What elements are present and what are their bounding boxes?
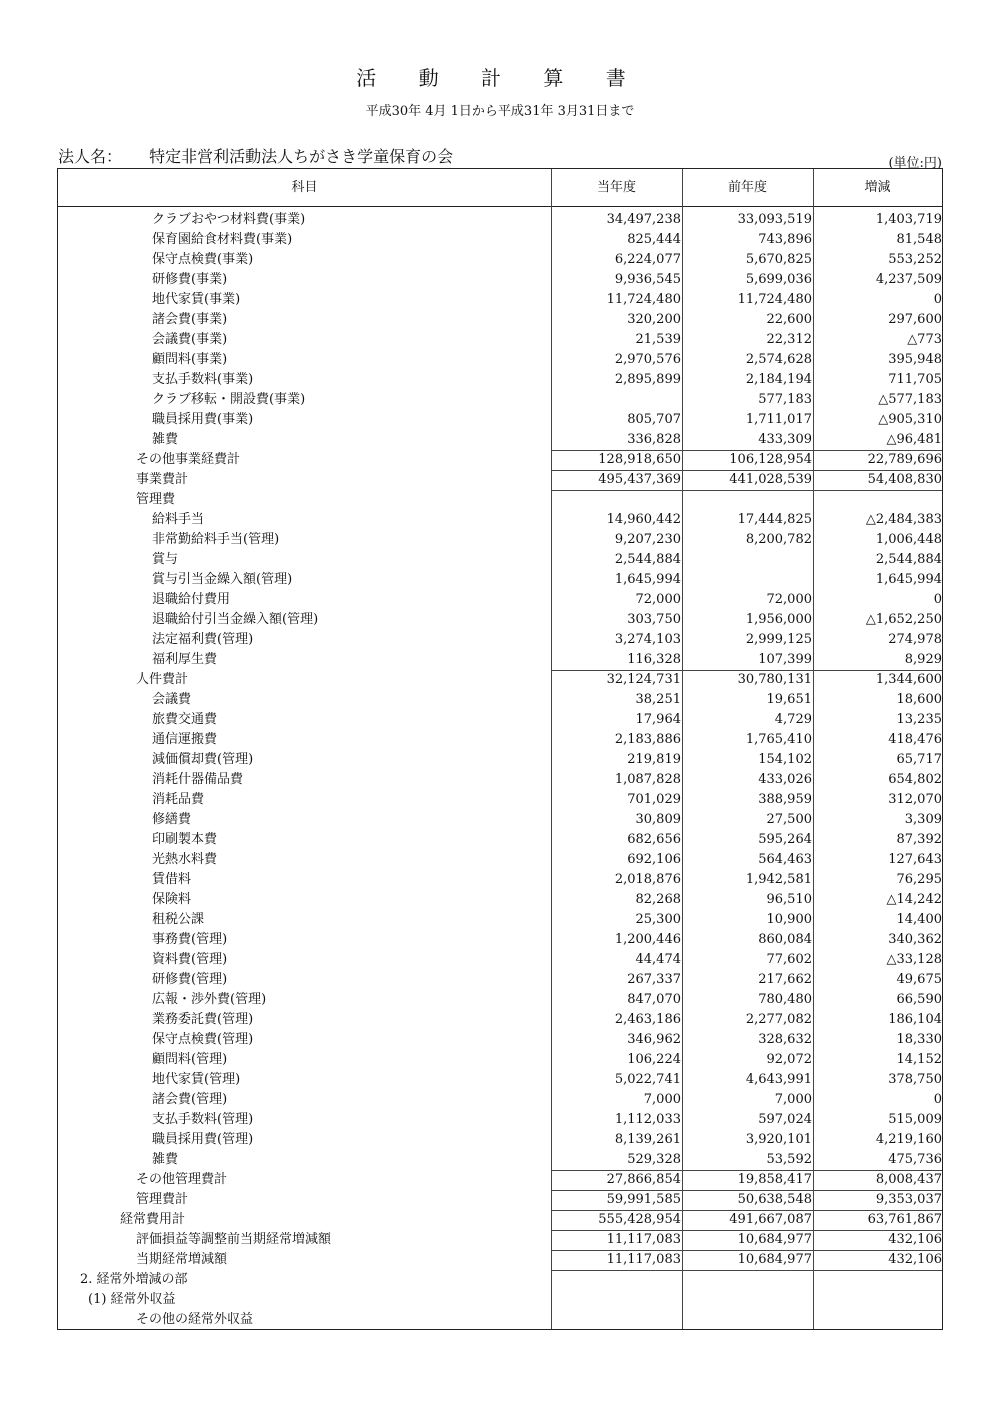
row-current-value: 1,087,828 [614, 772, 681, 787]
row-label: 福利厚生費 [152, 652, 218, 667]
row-label: 地代家賃(事業) [152, 292, 241, 307]
row-label: 管理費 [136, 492, 176, 507]
row-change-value: △1,652,250 [865, 612, 942, 627]
row-change-value: 81,548 [896, 232, 942, 247]
row-previous-value: 27,500 [766, 812, 812, 827]
row-previous-value: 50,638,548 [737, 1192, 812, 1207]
row-change-value: 9,353,037 [875, 1192, 942, 1207]
table-row [58, 290, 942, 310]
row-current-value: 336,828 [627, 432, 681, 447]
row-change-value: 1,344,600 [875, 672, 942, 687]
row-change-value: 186,104 [888, 1012, 942, 1027]
table-row [58, 250, 942, 270]
row-previous-value: 154,102 [758, 752, 812, 767]
row-previous-value: 1,956,000 [745, 612, 812, 627]
table-row [58, 650, 942, 670]
row-current-value: 5,022,741 [614, 1072, 681, 1087]
row-change-value: 127,643 [888, 852, 942, 867]
row-change-value: 18,330 [896, 1032, 942, 1047]
table-row [58, 450, 942, 470]
table-row [58, 970, 942, 990]
table-row [58, 1250, 942, 1270]
unit-note: (単位:円) [888, 156, 942, 171]
row-current-value: 267,337 [627, 972, 681, 987]
row-previous-value: 1,942,581 [745, 872, 812, 887]
row-current-value: 847,070 [627, 992, 681, 1007]
row-label: 光熱水料費 [152, 852, 218, 867]
row-current-value: 34,497,238 [606, 212, 681, 227]
row-change-value: 432,106 [888, 1232, 942, 1247]
row-label: 退職給付費用 [152, 592, 231, 607]
table-row [58, 1170, 942, 1190]
row-current-value: 9,936,545 [614, 272, 681, 287]
row-current-value: 32,124,731 [606, 672, 681, 687]
table-body [58, 210, 942, 1330]
row-change-value: 63,761,867 [867, 1212, 942, 1227]
table-header [58, 169, 942, 207]
table-row [58, 1190, 942, 1210]
row-current-value: 30,809 [635, 812, 681, 827]
row-change-value: 13,235 [896, 712, 942, 727]
row-previous-value: 2,999,125 [745, 632, 812, 647]
row-label: 賃借料 [152, 872, 192, 887]
row-label: 2. 経常外増減の部 [80, 1272, 188, 1287]
fiscal-period: 平成30年 4月 1日から平成31年 3月31日まで [365, 104, 635, 119]
row-change-value: 3,309 [904, 812, 942, 827]
row-label: 諸会費(管理) [152, 1092, 228, 1107]
row-current-value: 9,207,230 [614, 532, 681, 547]
document-title: 活 動 計 算 書 [356, 66, 644, 90]
table-row [58, 430, 942, 450]
row-previous-value: 33,093,519 [737, 212, 812, 227]
row-current-value: 17,964 [635, 712, 681, 727]
row-current-value: 555,428,954 [598, 1212, 681, 1227]
row-change-value: 14,152 [896, 1052, 942, 1067]
table-row [58, 930, 942, 950]
table-row [58, 750, 942, 770]
row-change-value: 312,070 [888, 792, 942, 807]
table-row [58, 1050, 942, 1070]
row-current-value: 106,224 [627, 1052, 681, 1067]
row-current-value: 529,328 [627, 1152, 681, 1167]
row-change-value: △905,310 [878, 412, 942, 427]
row-previous-value: 1,765,410 [745, 732, 812, 747]
row-current-value: 1,645,994 [614, 572, 681, 587]
row-current-value: 128,918,650 [598, 452, 681, 467]
table-row [58, 630, 942, 650]
row-change-value: △773 [907, 332, 942, 347]
table-row [58, 710, 942, 730]
row-current-value: 2,544,884 [614, 552, 681, 567]
row-label: 減価償却費(管理) [152, 752, 254, 767]
row-change-value: 515,009 [888, 1112, 942, 1127]
row-current-value: 825,444 [627, 232, 681, 247]
row-current-value: 2,895,899 [614, 372, 681, 387]
row-previous-value: 19,651 [766, 692, 812, 707]
row-label: 人件費計 [136, 672, 189, 687]
table-row [58, 1130, 942, 1150]
table-row [58, 770, 942, 790]
row-current-value: 219,819 [627, 752, 681, 767]
row-label: 会議費(事業) [152, 332, 228, 347]
row-change-value: 378,750 [888, 1072, 942, 1087]
row-change-value: 2,544,884 [875, 552, 942, 567]
table-row [58, 1270, 942, 1290]
table-row [58, 270, 942, 290]
row-label: 業務委託費(管理) [152, 1012, 254, 1027]
row-change-value: 0 [933, 592, 942, 607]
row-previous-value: 72,000 [766, 592, 812, 607]
row-label: 退職給付引当金繰入額(管理) [152, 612, 319, 627]
table-row [58, 230, 942, 250]
organization-name: 特定非営利活動法人ちがさき学童保育の会 [149, 147, 454, 166]
row-previous-value: 433,309 [758, 432, 812, 447]
row-previous-value: 328,632 [758, 1032, 812, 1047]
table-row [58, 1230, 942, 1250]
table-row [58, 1010, 942, 1030]
header-change: 増減 [864, 180, 891, 195]
row-previous-value: 595,264 [758, 832, 812, 847]
row-previous-value: 10,684,977 [737, 1252, 812, 1267]
row-change-value: 475,736 [888, 1152, 942, 1167]
row-change-value: 76,295 [896, 872, 942, 887]
row-label: 雑費 [152, 1152, 179, 1167]
row-change-value: 22,789,696 [867, 452, 942, 467]
row-previous-value: 780,480 [758, 992, 812, 1007]
table-row [58, 370, 942, 390]
row-label: 保守点検費(事業) [152, 252, 254, 267]
row-label: その他の経常外収益 [136, 1312, 254, 1327]
table-row [58, 350, 942, 370]
row-previous-value: 107,399 [758, 652, 812, 667]
row-previous-value: 106,128,954 [729, 452, 812, 467]
row-previous-value: 8,200,782 [745, 532, 812, 547]
row-label: 管理費計 [136, 1192, 189, 1207]
table-row [58, 1110, 942, 1130]
table-row [58, 990, 942, 1010]
row-current-value: 805,707 [627, 412, 681, 427]
table-row [58, 830, 942, 850]
row-change-value: 0 [933, 1092, 942, 1107]
row-current-value: 6,224,077 [614, 252, 681, 267]
table-row [58, 1290, 942, 1310]
header-current-year: 当年度 [596, 180, 636, 195]
row-previous-value: 22,312 [766, 332, 812, 347]
row-label: 職員採用費(管理) [152, 1132, 254, 1147]
row-change-value: 1,006,448 [875, 532, 942, 547]
row-label: 研修費(事業) [152, 272, 228, 287]
row-previous-value: 7,000 [774, 1092, 812, 1107]
row-change-value: 14,400 [896, 912, 942, 927]
row-previous-value: 92,072 [766, 1052, 812, 1067]
row-current-value: 14,960,442 [606, 512, 681, 527]
row-label: 法定福利費(管理) [152, 632, 254, 647]
row-label: 評価損益等調整前当期経常増減額 [136, 1232, 332, 1247]
table-row [58, 670, 942, 690]
row-current-value: 2,183,886 [614, 732, 681, 747]
row-label: 旅費交通費 [152, 712, 218, 727]
row-current-value: 1,112,033 [614, 1112, 681, 1127]
row-previous-value: 577,183 [758, 392, 812, 407]
table-row [58, 470, 942, 490]
row-change-value: 395,948 [888, 352, 942, 367]
row-label: 顧問料(管理) [152, 1052, 228, 1067]
table-row [58, 1150, 942, 1170]
table-row [58, 610, 942, 630]
row-previous-value: 96,510 [766, 892, 812, 907]
row-current-value: 8,139,261 [614, 1132, 681, 1147]
row-label: クラブおやつ材料費(事業) [152, 212, 306, 227]
table-row [58, 550, 942, 570]
row-change-value: 1,645,994 [875, 572, 942, 587]
row-current-value: 3,274,103 [614, 632, 681, 647]
row-label: 支払手数料(事業) [152, 372, 254, 387]
row-current-value: 11,117,083 [606, 1232, 681, 1247]
row-previous-value: 3,920,101 [745, 1132, 812, 1147]
row-change-value: △577,183 [878, 392, 942, 407]
row-change-value: 65,717 [896, 752, 942, 767]
row-label: 研修費(管理) [152, 972, 228, 987]
table-row [58, 890, 942, 910]
row-label: 消耗什器備品費 [152, 772, 244, 787]
row-change-value: 711,705 [888, 372, 942, 387]
table-row [58, 910, 942, 930]
table-row [58, 590, 942, 610]
table-row [58, 530, 942, 550]
row-previous-value: 441,028,539 [729, 472, 812, 487]
table-row [58, 790, 942, 810]
table-row [58, 870, 942, 890]
table-row [58, 690, 942, 710]
row-current-value: 27,866,854 [606, 1172, 681, 1187]
row-previous-value: 5,699,036 [745, 272, 812, 287]
row-change-value: 1,403,719 [875, 212, 942, 227]
row-change-value: 18,600 [896, 692, 942, 707]
row-current-value: 38,251 [635, 692, 681, 707]
row-label: 賞与引当金繰入額(管理) [152, 572, 293, 587]
row-change-value: 66,590 [896, 992, 942, 1007]
row-current-value: 2,463,186 [614, 1012, 681, 1027]
row-current-value: 2,018,876 [614, 872, 681, 887]
organization-label: 法人名： [58, 147, 123, 166]
row-previous-value: 217,662 [758, 972, 812, 987]
row-label: その他事業経費計 [136, 452, 241, 467]
row-change-value: △33,128 [886, 952, 942, 967]
row-current-value: 495,437,369 [598, 472, 681, 487]
row-change-value: 54,408,830 [867, 472, 942, 487]
table-row [58, 570, 942, 590]
row-change-value: 8,008,437 [875, 1172, 942, 1187]
row-previous-value: 4,729 [774, 712, 812, 727]
row-previous-value: 5,670,825 [745, 252, 812, 267]
row-label: (1) 経常外収益 [88, 1292, 176, 1307]
table-row [58, 510, 942, 530]
row-previous-value: 77,602 [766, 952, 812, 967]
row-label: 非常勤給料手当(管理) [152, 532, 280, 547]
row-previous-value: 388,959 [758, 792, 812, 807]
row-label: 事業費計 [136, 472, 189, 487]
row-label: 印刷製本費 [152, 832, 218, 847]
row-change-value: 654,802 [888, 772, 942, 787]
row-previous-value: 743,896 [758, 232, 812, 247]
row-previous-value: 10,900 [766, 912, 812, 927]
table-row [58, 490, 942, 510]
row-label: 保育園給食材料費(事業) [152, 232, 293, 247]
organization [58, 144, 453, 167]
row-change-value: 4,237,509 [875, 272, 942, 287]
row-label: 保険料 [152, 892, 192, 907]
row-previous-value: 564,463 [758, 852, 812, 867]
row-previous-value: 17,444,825 [737, 512, 812, 527]
row-change-value: 4,219,160 [875, 1132, 942, 1147]
table-row [58, 410, 942, 430]
row-previous-value: 10,684,977 [737, 1232, 812, 1247]
row-previous-value: 1,711,017 [745, 412, 812, 427]
table-row [58, 810, 942, 830]
row-change-value: 0 [933, 292, 942, 307]
table-row [58, 310, 942, 330]
table-row [58, 390, 942, 410]
row-current-value: 11,117,083 [606, 1252, 681, 1267]
row-change-value: △2,484,383 [865, 512, 942, 527]
row-previous-value: 19,858,417 [737, 1172, 812, 1187]
table-row [58, 730, 942, 750]
table-row [58, 210, 942, 230]
table-row [58, 1030, 942, 1050]
row-label: 給料手当 [152, 512, 205, 527]
row-label: 消耗品費 [152, 792, 205, 807]
row-label: 雑費 [152, 432, 179, 447]
row-change-value: 297,600 [888, 312, 942, 327]
row-previous-value: 53,592 [766, 1152, 812, 1167]
row-label: 租税公課 [152, 912, 205, 927]
row-change-value: 8,929 [904, 652, 942, 667]
row-current-value: 346,962 [627, 1032, 681, 1047]
row-previous-value: 11,724,480 [737, 292, 812, 307]
row-label: 広報・渉外費(管理) [152, 992, 267, 1007]
row-label: 通信運搬費 [152, 732, 218, 747]
row-label: 賞与 [152, 552, 179, 567]
table-row [58, 1070, 942, 1090]
row-change-value: 87,392 [896, 832, 942, 847]
row-current-value: 303,750 [627, 612, 681, 627]
row-current-value: 59,991,585 [606, 1192, 681, 1207]
row-change-value: 418,476 [888, 732, 942, 747]
row-current-value: 25,300 [635, 912, 681, 927]
row-label: クラブ移転・開設費(事業) [152, 392, 306, 407]
row-current-value: 82,268 [635, 892, 681, 907]
row-change-value: 432,106 [888, 1252, 942, 1267]
row-label: 会議費 [152, 692, 192, 707]
row-current-value: 72,000 [635, 592, 681, 607]
row-label: 諸会費(事業) [152, 312, 228, 327]
table-row [58, 330, 942, 350]
header-previous-year: 前年度 [727, 180, 767, 195]
row-current-value: 7,000 [643, 1092, 681, 1107]
row-change-value: 553,252 [888, 252, 942, 267]
row-label: 顧問料(事業) [152, 352, 228, 367]
table-row [58, 1310, 942, 1330]
row-current-value: 2,970,576 [614, 352, 681, 367]
row-label: 事務費(管理) [152, 932, 228, 947]
row-current-value: 1,200,446 [614, 932, 681, 947]
row-change-value: 274,978 [888, 632, 942, 647]
row-previous-value: 2,277,082 [745, 1012, 812, 1027]
row-current-value: 116,328 [627, 652, 681, 667]
row-label: 支払手数料(管理) [152, 1112, 254, 1127]
row-previous-value: 22,600 [766, 312, 812, 327]
row-previous-value: 2,184,194 [745, 372, 812, 387]
row-current-value: 320,200 [627, 312, 681, 327]
row-label: 職員採用費(事業) [152, 412, 254, 427]
row-current-value: 21,539 [635, 332, 681, 347]
row-label: 修繕費 [152, 812, 192, 827]
row-previous-value: 2,574,628 [745, 352, 812, 367]
row-label: 保守点検費(管理) [152, 1032, 254, 1047]
row-previous-value: 433,026 [758, 772, 812, 787]
row-current-value: 692,106 [627, 852, 681, 867]
row-current-value: 44,474 [635, 952, 681, 967]
row-previous-value: 4,643,991 [745, 1072, 812, 1087]
row-previous-value: 597,024 [758, 1112, 812, 1127]
row-label: その他管理費計 [136, 1172, 228, 1187]
row-previous-value: 860,084 [758, 932, 812, 947]
row-label: 当期経常増減額 [136, 1252, 228, 1267]
row-current-value: 682,656 [627, 832, 681, 847]
row-label: 経常費用計 [120, 1212, 186, 1227]
row-change-value: 49,675 [896, 972, 942, 987]
row-previous-value: 491,667,087 [729, 1212, 812, 1227]
row-label: 地代家賃(管理) [152, 1072, 241, 1087]
row-change-value: △96,481 [886, 432, 942, 447]
table-row [58, 1090, 942, 1110]
row-current-value: 11,724,480 [606, 292, 681, 307]
table-row [58, 850, 942, 870]
header-account: 科目 [291, 180, 318, 195]
activity-statement-table [57, 168, 943, 1330]
row-current-value: 701,029 [627, 792, 681, 807]
row-change-value: 340,362 [888, 932, 942, 947]
row-previous-value: 30,780,131 [737, 672, 812, 687]
row-change-value: △14,242 [886, 892, 942, 907]
table-row [58, 950, 942, 970]
row-label: 資料費(管理) [152, 952, 228, 967]
table-row [58, 1210, 942, 1230]
